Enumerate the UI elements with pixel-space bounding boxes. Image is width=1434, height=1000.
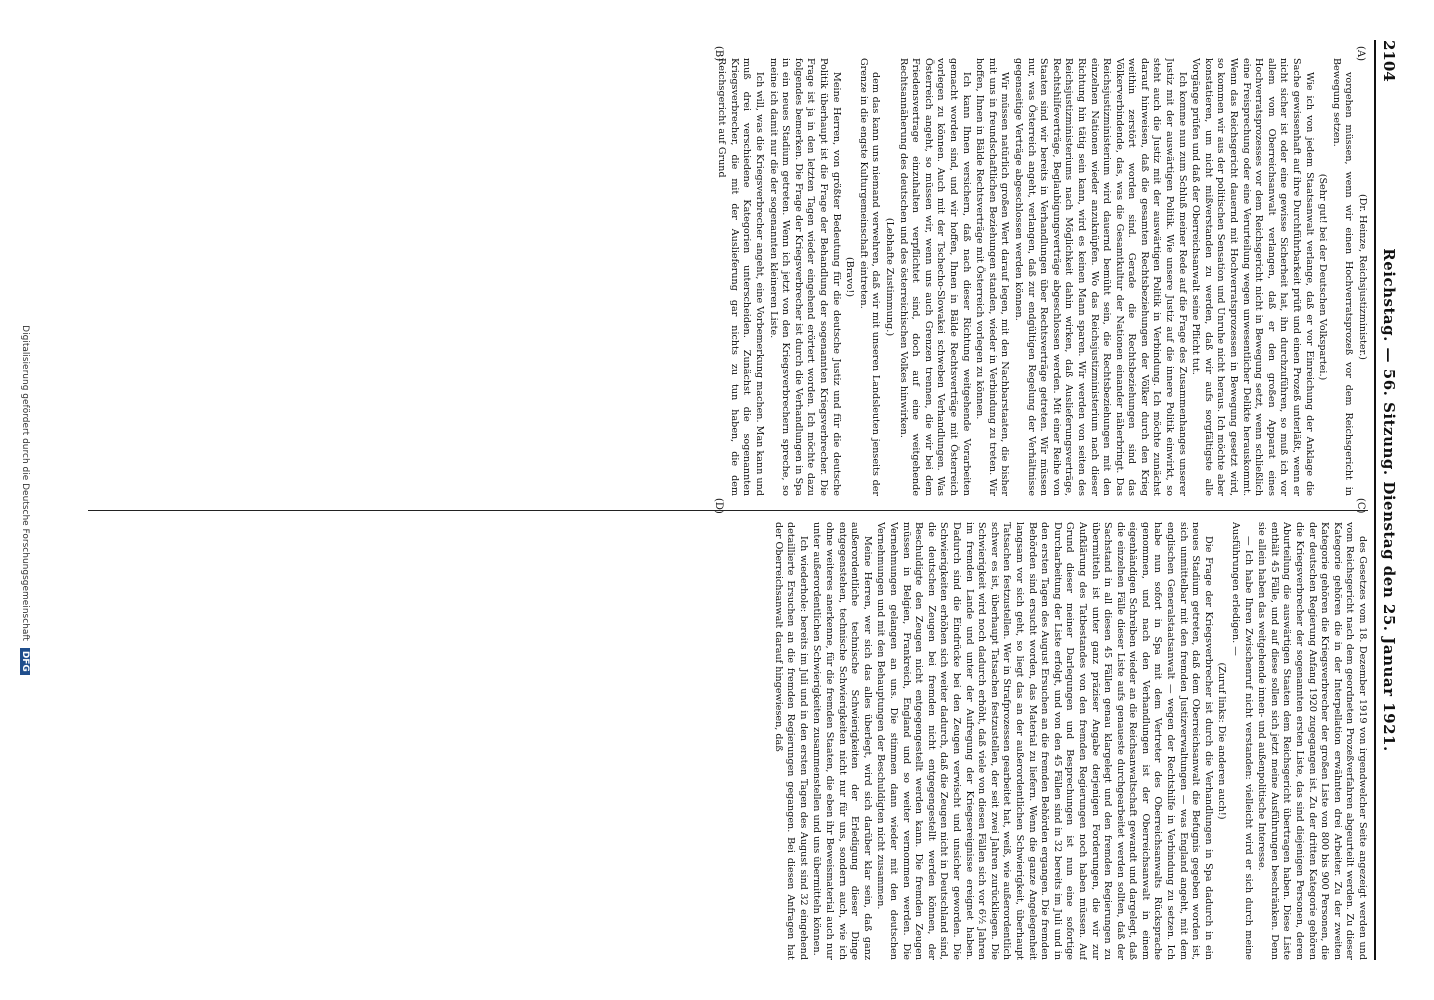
paragraph: Meine Herren, von größter Bedeutung für die deutsche Justiz und für die deutsche Politik überhaupt ist die Frage der Behandlung der sogenannten Kriegsverbrecher. Die Frage ist ja in den letzten Tagen wieder eingehend erörtert worden. Ich möchte dazu folgendes bemerken. Die Frage der Kriegsverbrecher ist durch die Verhandlungen in Spa in ein neues Stadium getreten. Wenn ich jetzt von den Kriegsverbrechern spreche, so meine ich damit nur die der sogenannten kleineren Liste. bbox=[767, 58, 842, 496]
paragraph: dem das kann uns niemand verwehren, daß wir mit unseren Landsleuten jenseits der Grenze in die engste Kulturgemeinschaft eintreten. bbox=[857, 58, 882, 496]
paragraph: Wie ich von jedem Staatsanwalt verlange, daß er vor Einreichung der Anklage die Sache gewissenhaft auf ihre Durchführbarkeit prüft und einen Prozeß unterläßt, wenn er nicht sicher ist oder eine gewisse Sicherheit hat, ihn durchzuführen, so muß ich vor allem vom Oberreichsanwalt verlangen, daß er den großen Apparat eines Hochverratsprozesses vor dem Reichsgericht nicht in Bewegung setzt, wenn schließlich eine Freisprechung oder eine Verurteilung wegen unwesentlicher Delikte herauskommt. Wenn das Reichsgericht dauernd mit Hochverratsprozessen in Bewegung gesetzt wird, so kommen wir aus der politischen Sensation und Unruhe nicht heraus. Ich möchte aber konstatieren, um nicht mißverstanden zu werden, daß wir aufs sorgfältigste alle Vorgänge prüfen und daß der Oberreichsanwalt seine Pflicht tut. bbox=[1190, 58, 1315, 496]
speaker-line: (Dr. Heinze, Reichsjustizminister.) bbox=[1357, 194, 1368, 360]
header-rule bbox=[1374, 40, 1376, 960]
reaction-line: (Lebhafte Zustimmung.) bbox=[884, 217, 896, 337]
paragraph: vorgehen müssen, wenn wir einen Hochverratsprozeß vor dem Reichsgericht in Bewegung setzen. bbox=[1330, 58, 1355, 496]
paragraph: Ich komme nun zum Schluß meiner Rede auf die Frage des Zusammenhanges unserer Justiz mit der auswärtigen Politik. Wie unsere Justiz auf die innere Politik einwirkt, so steht auch die Justiz mit der auswärtigen Politik in Verbindung. Ich möchte zunächst darauf hinweisen, daß die gesamten Rechtsbeziehungen der Völker durch den Krieg weithin zerstört worden sind. Gerade die Rechtsbeziehungen sind das Völkerverbindende, das, was die Gesamtkultur der Nationen einander näherbringt. Das Reichsjustizministerium wird dauernd bemüht sein, die Rechtsbeziehungen mit den einzelnen Nationen wieder anzuknüpfen. Wo das Reichsjustizministerium nach dieser Richtung hin tätig sein kann, wird es keinen Mann sparen. Wir werden von seiten des Reichsjustizministeriums nach Möglichkeit dahin wirken, daß Auslieferungsverträge, Rechtshilfeverträge, Beglaubigungsverträge abgeschlossen werden. Mit einer Reihe von Staaten sind wir bereits in Verhandlungen über Rechtsverträge getreten. Wir müssen nur, was Österreich angeht, verlangen, daß zur endgültigen Regelung der Verhältnisse gegenseitige Verträge abgeschlossen werden können. bbox=[1012, 58, 1188, 496]
paragraph: Die Frage der Kriegsverbrecher ist durch die Verhandlungen in Spa dadurch in ein neues Stadium getreten, daß dem Oberreichsanwalt die Befugnis gegeben worden ist, sich unmittelbar mit den fremden Justizverwaltungen — was England angeht, mit dem englischen Generalstaatsanwalt — wegen der Rechtshilfe in Verbindung zu setzen. Ich habe nun sofort in Spa mit dem Vertreter des Oberreichsanwalts Rücksprache genommen, und nach den Verhandlungen ist der Oberreichsanwalt in einem eigenhändigen Schreiben wieder an die Reichsanwaltschaft gewandt und dargelegt, daß die einzelnen Fälle dieser Liste aufs genaueste durchgearbeitet werden sollten, daß der Sachstand in all diesen 45 Fällen genau klargelegt und den fremden Regierungen zu übermitteln ist unter ganz präziser Angabe derjenigen Forderungen, die wir zur Aufklärung des Tatbestandes von den fremden Regierungen noch haben müssen. Auf Grund dieser meiner Darlegungen und Besprechungen ist nun eine sofortige Durcharbeitung der Liste erfolgt, und von den 45 Fällen sind in 32 bereits im Juli und in den ersten Tagen des August Ersuchen an die fremden Behörden ergangen. Die fremden Behörden sind ersucht worden, das Material zu liefern. Wenn die ganze Angelegenheit langsam vor sich geht, so liegt das an der außerordentlichen Schwierigkeit, überhaupt Tatsachen festzustellen. Wer in Strafprozessen gearbeitet hat, weiß, wie außerordentlich schwer es ist, überhaupt Tatsachen festzustellen, der seit zwei Jahren zurückliegen. Die Schwierigkeit wird noch dadurch erhöht, daß viele von diesen Fällen sich vor 6½ Jahren im fremden Lande und unter der Aufregung der Kriegsereignisse ereignet haben. Dadurch sind die Eindrücke bei den Zeugen verwischt und unsicher geworden. Die Schwierigkeiten erhöhen sich weiter dadurch, daß die Zeugen nicht in Deutschland sind, die deutschen Zeugen bei fremden nicht entgegengestellt werden können, der Beschuldigte den Zeugen nicht entgegengestellt werden kann. Die fremden Zeugen müssen in Belgien, Frankreich, England und so weiter vernommen werden. Die Vernehmungen gelangen an uns. Die stimmen dann wieder mit den deutschen Vernehmungen und mit den Behauptungen der Beschuldigten nicht zusammen. bbox=[875, 522, 1214, 960]
margin-marker-b: (B) bbox=[713, 46, 724, 62]
reaction-line: (Sehr gut! bei der Deutschen Volkspartei.) bbox=[1317, 173, 1329, 381]
page-title: Reichstag. — 56. Sitzung. Dienstag den 25. Januar 1921. bbox=[1380, 248, 1398, 752]
reaction-line: (Bravo!) bbox=[844, 257, 856, 297]
paragraph: Ich wiederhole: bereits im Juli und in den ersten Tagen des August sind 32 eingehend detaillierte Ersuchen an die fremden Regierungen gegangen. Bei diesen Anfragen hat der Oberreichsanwalt darauf hingewiesen, daß bbox=[772, 522, 809, 960]
paragraph: Ich kann Ihnen versichern, daß nach dieser Richtung weitgehende Vorarbeiten gemacht worden sind, und wir hoffen, Ihnen in Bälde Rechtsverträge mit Österreich vorlegen zu können. Auch mit der Tschecho-Slowakei schweben Verhandlungen. Was Österreich angeht, so müssen wir, wenn uns auch Grenzen trennen, die wir bei dem Friedensvertrage einzuhalten verpflichtet sind, doch auf eine weitgehende Rechtsannäherung des deutschen und des österreichischen Volkes hinwirken. bbox=[897, 58, 972, 496]
margin-marker-c: (C) bbox=[1355, 498, 1366, 514]
left-column bbox=[88, 58, 1368, 496]
page-number: 2104 bbox=[1380, 40, 1398, 82]
paragraph: des Gesetzes vom 18. Dezember 1919 von irgendwelcher Seite angezeigt werden und vom Reichsgericht nach dem geordneten Prozeßverfahren abgeurteilt werden. Zu dieser Kategorie gehören die in der Interpellation erwähnten drei Arbeiter. Zu der zweiten Kategorie gehören die Kriegsverbrecher der großen Liste von 800 bis 900 Personen, die der deutschen Regierung Anfang 1920 zugegangen ist. Zu der dritten Kategorie gehören die Kriegsverbrecher der sogenannten ersten Liste, das sind diejenigen Personen, deren Aburteilung die auswärtigen Staaten dem Reichsgericht übertragen haben. Diese Liste enthält 45 Fälle, und auf diese sollen sich jetzt meine Ausführungen beschränken. Denn sie allein haben das weitgehende innen- und außenpolitische Interesse. bbox=[1256, 522, 1368, 960]
margin-marker-a: (A) bbox=[1355, 46, 1366, 62]
paragraph: Ich will, was die Kriegsverbrecher angeht, eine Vorbemerkung machen. Man kann und muß drei verschiedene Kategorien unterscheiden. Zunächst die sogenannten Kriegsverbrecher, die mit der Auslieferung gar nichts zu tun haben, die dem Reichsgericht auf Grund bbox=[716, 58, 766, 496]
digitization-footer bbox=[20, 0, 30, 1000]
dfg-logo: DFG bbox=[20, 648, 30, 675]
interjection-line: — Ich habe Ihren Zwischenruf nicht verstanden: vielleicht wird er sich durch meine Ausführungen erledigen. — bbox=[1230, 522, 1254, 960]
page-header bbox=[1372, 40, 1402, 960]
column-divider bbox=[88, 510, 1368, 511]
margin-marker-d: (D) bbox=[713, 498, 724, 514]
reaction-line: (Zuruf links: Die anderen auch!) bbox=[1216, 662, 1228, 820]
paragraph: Meine Herren, wer sich das alles überlegt, wird sich darüber klar sein, daß ganz außerordentliche technische Schwierigkeiten der Erledigung dieser Dinge entgegenstehen, technische Schwierigkeiten nicht nur für uns, sondern auch, wie ich ohne weiteres anerkenne, für die fremden Staaten, die eben ihr Beweismaterial auch nur unter außerordentlichen Schwierigkeiten zusammenstellen und uns übermitteln können. bbox=[811, 522, 873, 960]
paragraph: Wir müssen natürlich großen Wert darauf legen, mit den Nachbarstaaten, die bisher mit uns in freundschaftlichen Beziehungen standen, wieder in Verbindung zu treten. Wir hoffen, Ihnen in Bälde Rechtsverträge mit Österreich vorlegen zu können. bbox=[974, 58, 1011, 496]
right-column bbox=[88, 522, 1368, 960]
footer-text: Digitalisierung gefördert durch die Deutsche Forschungsgemeinschaft bbox=[20, 325, 30, 641]
